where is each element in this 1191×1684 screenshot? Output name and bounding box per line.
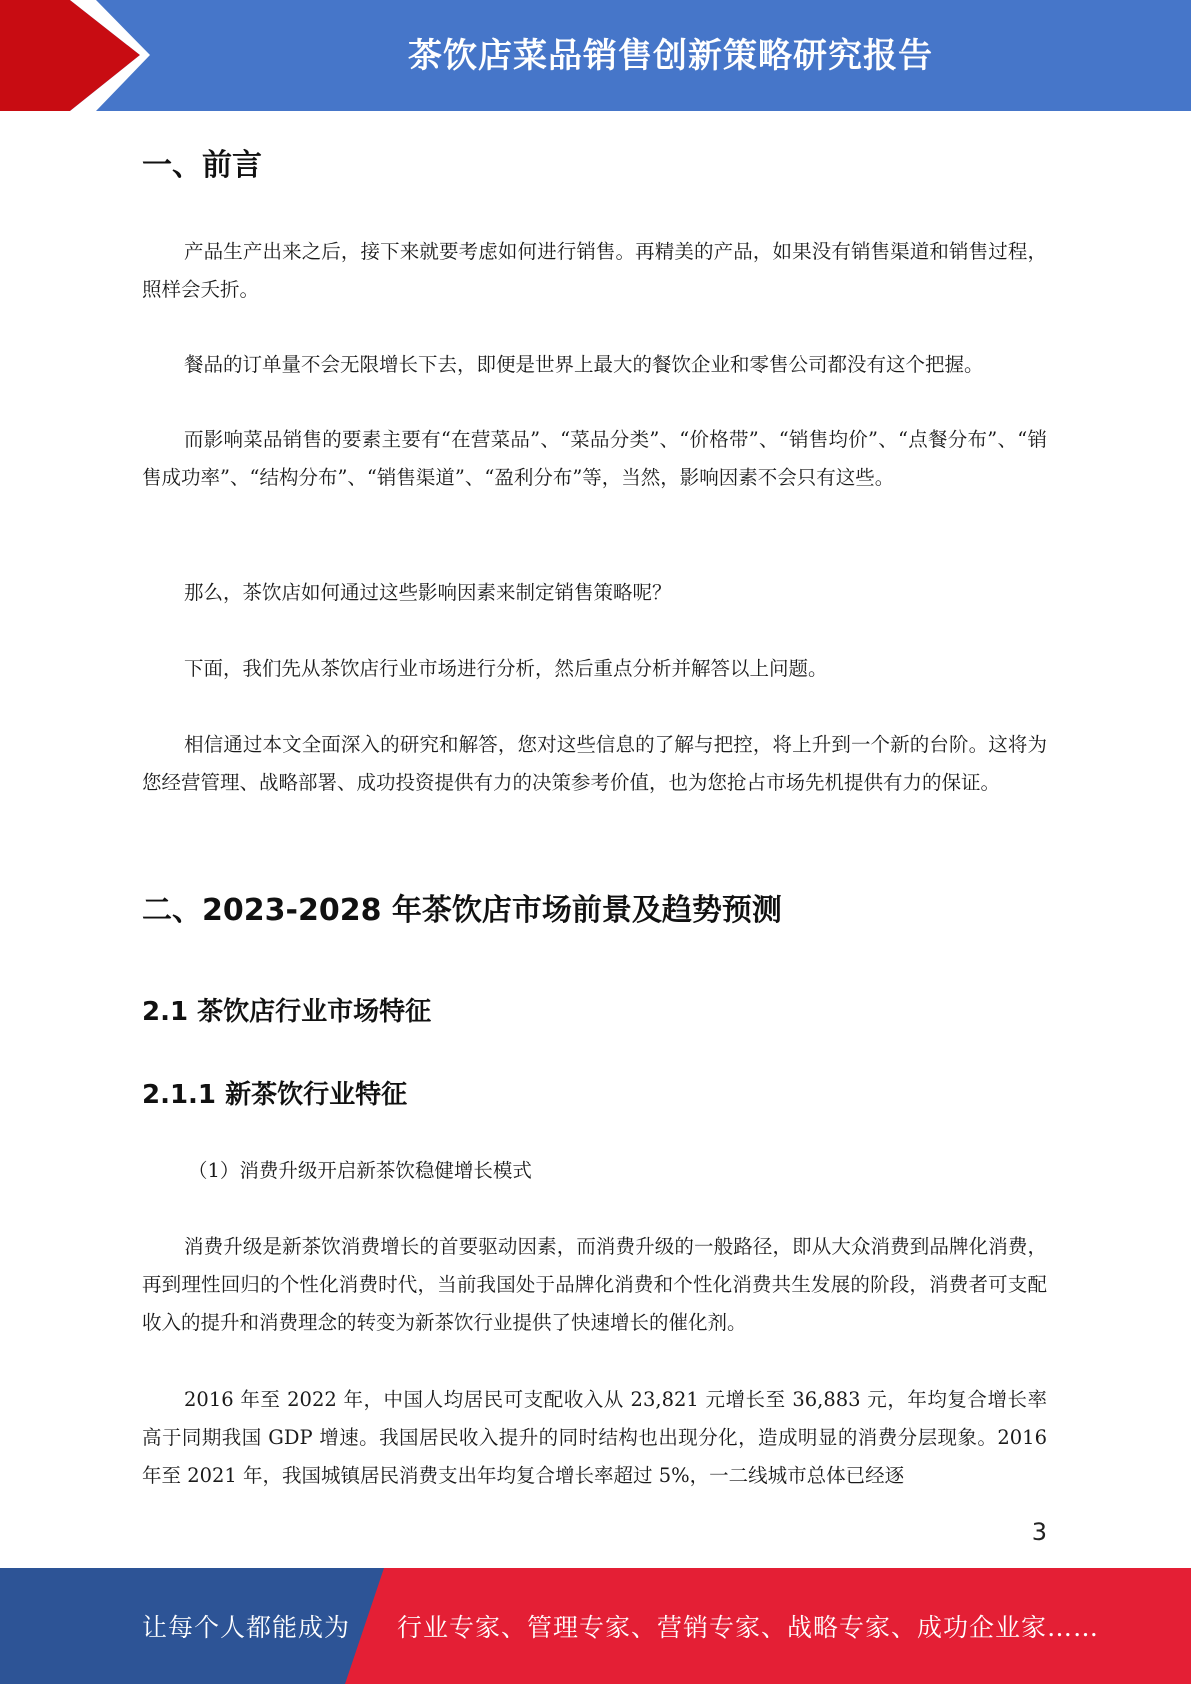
section-1-paragraph-6: 相信通过本文全面深入的研究和解答，您对这些信息的了解与把控，将上升到一个新的台阶。这将为您经营管理、战略部署、成功投资提供有力的决策参考价值，也为您抢占市场先机提供有力的保证。	[142, 733, 1047, 794]
section-2-1-1-subheading: （1）消费升级开启新茶饮稳健增长模式	[188, 1159, 532, 1182]
page-number: 3	[1031, 1518, 1047, 1546]
footer-slogan-right: 行业专家、管理专家、营销专家、战略专家、成功企业家……	[397, 1613, 1100, 1642]
section-1-title: 一、前言	[142, 148, 262, 183]
section-1-paragraph-2: 餐品的订单量不会无限增长下去，即便是世界上最大的餐饮企业和零售公司都没有这个把握。	[184, 353, 984, 376]
section-1-paragraph-4: 那么，茶饮店如何通过这些影响因素来制定销售策略呢？	[184, 581, 672, 604]
section-2-1-1-title: 2.1.1 新茶饮行业特征	[142, 1080, 408, 1110]
footer-slogan-left: 让每个人都能成为	[142, 1613, 351, 1642]
section-1-paragraph-3: 而影响菜品销售的要素主要有“在营菜品”、“菜品分类”、“价格带”、“销售均价”、“点餐分布”、“销售成功率”、“结构分布”、“销售渠道”、“盈利分布”等，当然，影响因素不会只有这些。	[142, 428, 1047, 489]
section-1-paragraph-5: 下面，我们先从茶饮店行业市场进行分析，然后重点分析并解答以上问题。	[184, 657, 828, 680]
section-2-1-title: 2.1 茶饮店行业市场特征	[142, 997, 432, 1027]
header-title: 茶饮店菜品销售创新策略研究报告	[408, 36, 933, 76]
page-footer	[0, 1568, 1191, 1684]
section-2-title: 二、2023-2028 年茶饮店市场前景及趋势预测	[142, 893, 782, 928]
page-header	[0, 0, 1191, 111]
section-2-1-1-paragraph-2: 2016 年至 2022 年，中国人均居民可支配收入从 23,821 元增长至 36,883 元，年均复合增长率高于同期我国 GDP 增速。我国居民收入提升的同时结构也出现分化，造成明显的消费分层现象。2016 年至 2021 年，我国城镇居民消费支出年均复合增长率超过 5%，一二线城市总体已经逐	[142, 1388, 1047, 1487]
section-2-1-1-paragraph-1: 消费升级是新茶饮消费增长的首要驱动因素，而消费升级的一般路径，即从大众消费到品牌化消费，再到理性回归的个性化消费时代，当前我国处于品牌化消费和个性化消费共生发展的阶段，消费者可支配收入的提升和消费理念的转变为新茶饮行业提供了快速增长的催化剂。	[142, 1235, 1047, 1334]
section-1-paragraph-1: 产品生产出来之后，接下来就要考虑如何进行销售。再精美的产品，如果没有销售渠道和销售过程，照样会夭折。	[142, 240, 1047, 301]
